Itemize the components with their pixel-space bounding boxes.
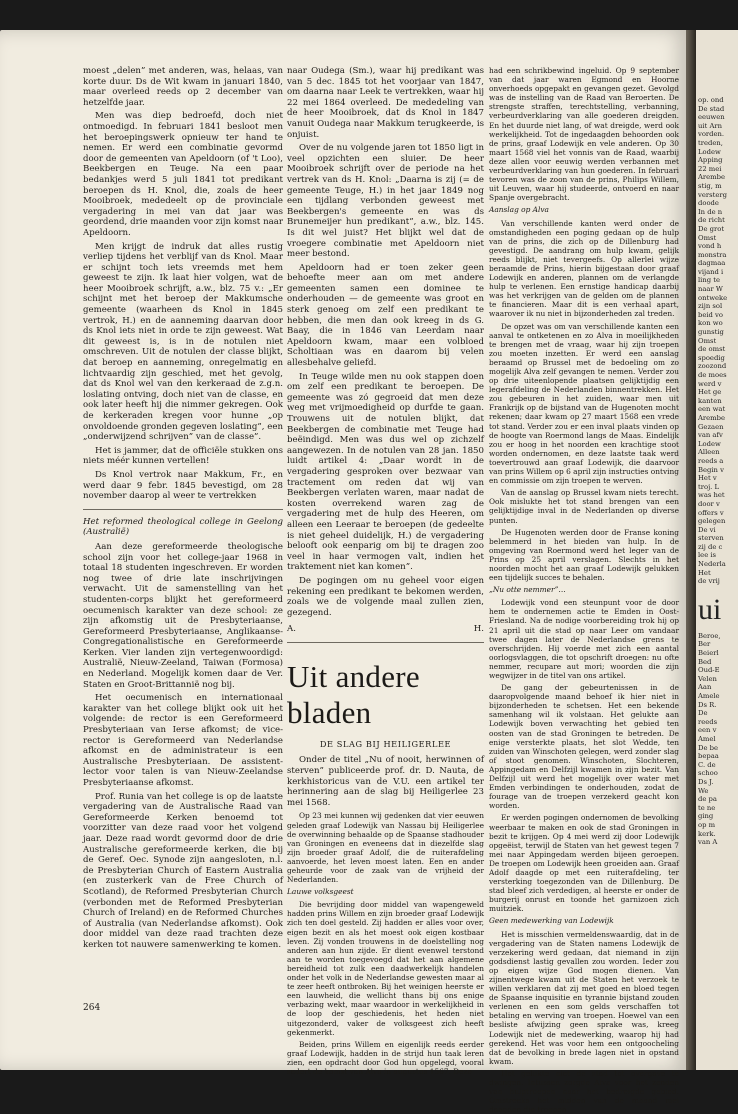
- right-page-fragment: ontweke: [698, 293, 728, 302]
- right-page-fragment: dagmaa: [698, 259, 726, 268]
- right-page-fragment: Ds J.: [698, 777, 714, 786]
- right-page-fragment: gelegen: [698, 517, 726, 526]
- right-page-fragment: C. de: [698, 760, 716, 769]
- right-page-fragment: zijn sol: [698, 302, 723, 311]
- right-page-fragment: kon wo: [698, 319, 723, 328]
- right-page-fragment: De be: [698, 743, 719, 752]
- paragraph: Het is jammer, dat de officiële stukken ons niets méér kunnen vertellen!: [83, 445, 283, 467]
- article-divider: [83, 509, 283, 510]
- right-page-fragment: een v: [698, 726, 717, 735]
- article-subtitle: DE SLAG BIJ HEILIGERLEE: [319, 738, 452, 749]
- right-page-fragment: Bed: [698, 657, 712, 666]
- right-page-fragment: kanten: [698, 396, 722, 405]
- right-page-fragment: Ds R.: [698, 700, 717, 709]
- paragraph: Men was diep bedroefd, doch niet ontmoedigd. In februari 1841 besloot men het beroepingswerk opnieuw ter hand te nemen. Er werd een combinatie gevormd door de gemeenten van Apeldoorn (of 't Loo), Beekbergen en Teuge. Na een paar bedankjes werd 5 juli 1841 tot predikant beroepen ds H. Knol, die, zoals de heer Mooibroek, mededeelt op de provinciale vergadering in mei van dat jaar was geordend, drie maanden voor zijn komst naar Apeldoorn.: [83, 111, 283, 238]
- right-page-fragment: doode: [698, 199, 719, 208]
- right-page-fragment: versterg: [698, 190, 727, 199]
- right-page-fragment: van afv: [698, 431, 723, 440]
- right-page-fragment: De: [698, 709, 708, 718]
- paragraph: Er werden pogingen ondernomen de bevolking weerbaar te maken en ook de stad Groningen in bezit te krijgen. Op 4 mei werd zij door Lodewijk opgeëist, terwijl de Staten van het gewest tegen 7 mei naar Appingedam werden bijeen geroepen. De troepen om Lodewijk heen groeiden aan. Graaf Adolf daagde op met een ruiterafdeling, ter versterking toegezonden van de Dillenburg. De stad bleef zich verdedigen, al heerste er onder de burgerij onrust en toonde het garnizoen zich muitziek.: [489, 813, 679, 914]
- right-page-fragment: In de n: [698, 207, 723, 216]
- right-page-fragment: offers v: [698, 508, 724, 517]
- right-page-fragment: Arembe: [698, 173, 725, 182]
- paragraph: Lodewijk vond een steunpunt voor de door hem te ondernemen actie te Emden in Oost-Friesland. Na de nodige voorbereiding trok hij op 21 april uit die stad op naar Leer om vandaar twee dagen later de Nederlandse grens te overschrijden. Hij voerde met zich een aantal oorlogsvlaggen, die tot opschrift droegen: nu ofte nemmer, recupare aut mori; woorden die zijn wegwijzer in de titel van ons artikel.: [489, 598, 679, 680]
- signature-line: [287, 624, 484, 635]
- paragraph: De Hugenoten werden door de Franse koning belemmerd in het bieden van hulp. In de omgeving van Roermond werd het leger van de Prins op 25 april verslagen. Slechts in het noorden mocht het aan graaf Lodewijk gelukken een tijdelijk succes te behalen.: [489, 527, 679, 583]
- right-page-fragment: reeds a: [698, 456, 724, 465]
- intro-paragraph: Onder de titel „Nu of nooit, herwinnen of sterven” publiceerde prof. dr. D. Nauta, de kerkhistoricus van de V.U. een artikel ter herinnering aan de slag bij Heiligerlee 23 mei 1568.: [287, 755, 484, 808]
- column-1: [83, 66, 283, 990]
- right-page-fragment: uit Arn: [698, 121, 722, 130]
- right-page-fragment: sterven: [698, 534, 724, 543]
- right-page-fragment: op m: [698, 820, 716, 829]
- right-page-fragment: de omst: [698, 345, 726, 354]
- right-page-fragment: te ne: [698, 803, 716, 812]
- paragraph: In Teuge wilde men nu ook stappen doen om zelf een predikant te beroepen. De gemeente was zó gegroeid dat men deze weg met vrijmoedigheid op durfde te gaan. Trouwens uit de notulen blijkt, dat Beekbergen de combinatie met Teuge had beëindigd. Men was dus wel op zichzelf aangewezen. In de notulen van 28 jan. 1850 luidt artikel 4: „Daar wordt in de vergadering gesproken over bezwaar van tractement om reden dat wij van Beekbergen verlaten waren, maar nadat de kosten overrekend waren zag de vergadering met de hulp des Heeren, om alleen een Leeraar te beroepen (de gedeelte is niet geheel duidelijk, H.) de vergadering belooft ook eenparig om bij te dragen zoo veel in haar vermogen valt, indien het traktement niet kan komen”.: [287, 371, 484, 573]
- right-page-fragment: vond h: [698, 242, 722, 251]
- right-page-fragment: Lodew: [698, 439, 721, 448]
- subheading: Lauwe volksgeest: [287, 887, 354, 897]
- page-number: 264: [83, 1003, 101, 1013]
- right-page-fragment: De grot: [698, 224, 725, 233]
- book-gutter: [686, 30, 696, 1070]
- paragraph: Van de aanslag op Brussel kwam niets terecht. Ook mislukte het tot stand brengen van een gelijktijdige inval in de Nederlanden op diverse punten.: [489, 488, 679, 525]
- signature-right: H.: [473, 624, 484, 635]
- right-page-fragment: werd v: [698, 379, 722, 388]
- paragraph: De pogingen om nu geheel voor eigen rekening een predikant te bekomen werden, zoals we de volgende maal zullen zien, gezegend.: [287, 575, 484, 618]
- right-page-fragment: De stad: [698, 104, 725, 113]
- right-page-fragment: troj. L: [698, 482, 720, 491]
- paragraph: had een schrikbewind ingeluid. Op 9 september van dat jaar waren Egmond en Hoorne onverhoeds opgepakt en gevangen gezet. Gevolgd was de instelling van de Raad van Beroerten. De strengste straffen, terechtstelling, verbanning, verbeurdverklaring van alle goederen dreigden. En het duurde niet lang, of wat dreigde, werd ook werkelijkheid. Tot de ingedaagden behoorden ook de prins, graaf Lodewijk en vele anderen. Op 30 maart 1568 viel het vonnis van de Raad, waarbij deze allen voor eeuwig werden verbannen met verbeurdverklaring van hun goederen. In februari tevoren was de zoon van de prins, Philips Willem, uit Leuven, waar hij studeerde, ontvoerd en naar Spanje overgebracht.: [489, 66, 679, 203]
- right-page-fragment: Het: [698, 568, 711, 577]
- paragraph: Prof. Runia van het college is op de laatste vergadering van de Australische Raad van Gereformeerde Kerken benoemd tot voorzitter van deze raad voor het volgend jaar. Deze raad wordt gevormd door de drie Australische gereformeerde kerken, die bij de Geref. Oec. Synode zijn aangesloten, n.l. de Presbyterian Church of Eastern Australia (en zusterkerk van de Free Church of Scotland), de Reformed Presbyterian Church (verbonden met de Reformed Presbyterian Church of Ireland) en de Reformed Churches of Australia (van Nederlandse afkomst). Ook door middel van deze raad trachten deze kerken tot nauwere samenwerking te komen.: [83, 791, 283, 950]
- right-page-fragment: Velen: [698, 674, 717, 683]
- right-page-text-fragments: [698, 96, 738, 847]
- right-page-fragment: 22 mei: [698, 164, 722, 173]
- right-page-fragment: kerk.: [698, 829, 716, 838]
- right-page-fragment: Nederla: [698, 560, 726, 569]
- right-page-fragment: Amele: [698, 692, 720, 700]
- right-page-fragment: de pa: [698, 795, 717, 804]
- right-page-fragment: lee is: [698, 551, 717, 560]
- right-page-fragment: zoozond: [698, 362, 727, 371]
- right-page-fragment: ging: [698, 812, 714, 821]
- right-page-fragment: ling te: [698, 276, 720, 285]
- right-page-fragment: naar W: [698, 285, 723, 294]
- right-page-edge: [696, 30, 738, 1070]
- right-page-fragment: eeuwen: [698, 113, 725, 122]
- right-page-fragment: spoedig: [698, 353, 725, 362]
- right-page-fragment: monstra: [698, 250, 727, 259]
- right-page-fragment: zij de c: [698, 542, 723, 551]
- right-page-fragment: Begin v: [698, 465, 724, 474]
- right-page-fragment: gunstig: [698, 328, 724, 337]
- right-page-fragment: door v: [698, 499, 720, 508]
- paragraph: Men krijgt de indruk dat alles rustig verliep tijdens het verblijf van ds Knol. Maar er schijnt toch iets vreemds met hem geweest te zijn. Ik laat hier volgen, wat de heer Mooibroek schrijft, a.w., blz. 75 v.: „Er schijnt met het beroep der Makkumsche gemeente (waarheen ds Knol in 1845 vertrok, H.) en de aanneming daarvan door ds Knol iets niet in orde te zijn geweest. Wat dit geweest is, is in de notulen niet omschreven. Uit de notulen der classe blijkt, dat beroep en aanneming, onregelmatig en lichtvaardig zijn geschied, met het gevolg, dat ds Knol wel van den kerkeraad de z.g.n. loslating ontving, doch niet van de classe, en ook later heeft hij die nimmer gekregen. Ook de kerkeraden kregen voor hunne „op onvoldoende gronden gegeven loslating”, een „onderwijzend schrijven” van de classe”.: [83, 241, 283, 443]
- paragraph: naar Oudega (Sm.), waar hij predikant was van 5 dec. 1845 tot het voorjaar van 1847, om daarna naar Leek te vertrekken, waar hij 22 mei 1864 overleed. De mededeling van de heer Mooibroek, dat ds Knol in 1847 vanuit Oudega naar Makkum terugkeerde, is onjuist.: [287, 66, 484, 140]
- paragraph: Op 23 mei kunnen wij gedenken dat vier eeuwen geleden graaf Lodewijk van Nassau bij Heiligerlee de overwinning behaalde op de Spaanse stadhouder van Groningen en eveneens dat in diezelfde slag zijn broeder graaf Adolf, die de ruiterafdeling aanvoerde, het leven moest laten. Een en ander geheurde voor de zaak van de vrijheid der Nederlanden.: [287, 811, 484, 885]
- subheading: „Nu otte nemmer”…: [489, 585, 566, 595]
- right-page-fragment: Omst: [698, 336, 717, 345]
- right-page-fragment: Het ge: [698, 388, 722, 397]
- paragraph: Die bevrijding door middel van wapengeweld hadden prins Willem en zijn broeder graaf Lodewijk zich ten doel gesteld. Zij hadden er alles voor over, eigen bezit en als het moest ook eigen kostbaar leven. Zij vonden trouwens in de doelstelling nog anderen aan hun zijde. Er dient evenwel terstond aan te worden toegevoegd dat het aan algemene bereidheid tot zulk een daadwerkelijk handelen onder het volk in de Nederlandse gewesten maar al te zeer heeft ontbroken. Bij het weinigen heerste er een lauwheid, die wellicht thans bij ons enige verbazing wekt, maar waardoor in werkelijkheid in de loop der geschiedenis, het heden niet uitgezonderd, vaker de volksgeest zich heeft gekenmerkt.: [287, 900, 484, 1037]
- subheading: Aanslag op Alva: [489, 205, 549, 215]
- paragraph: Het is misschien vermeldenswaardig, dat in de vergadering van de Staten namens Lodewijk de verzekering werd gedaan, dat niemand in zijn godsdienst lastig gevallen zou worden. Ieder zou op eigen wijze God mogen dienen. Van zijnentwege kwam uit de Staten het verzoek te willen verklaren dat zij met goed en bloed tegen de Spaanse inquisitie en tyrannie bijstand zouden verlenen en een som gelds verschaffen tot betaling en werving van troepen. Hoewel van een besliste afwijzing geen sprake was, kreeg Lodewijk niet de medewerking, waarop hij had gerekend. Het was voor hem een ontgoocheling dat de bevolking in brede lagen niet in opstand kwam.: [489, 929, 679, 1066]
- right-page-fragment: bepaa: [698, 752, 719, 761]
- right-page-fragment: reeds: [698, 717, 718, 726]
- section-divider: [287, 642, 484, 643]
- paragraph: Beiden, prins Willem en eigenlijk reeds eerder graaf Lodewijk, hadden in de strijd hun taak leren zien, een opdracht door God hun opgelegd, vooral sedert de komst van Alva in augustus 1567. Deze: [287, 1039, 484, 1076]
- right-page-fragment: een wat: [698, 405, 726, 414]
- right-page-fragment: van A: [698, 838, 718, 847]
- right-page-fragment: We: [698, 786, 709, 795]
- right-page-fragment: Omst: [698, 233, 717, 242]
- column-3: [489, 66, 679, 1114]
- right-page-fragment: op. ond: [698, 96, 724, 104]
- paragraph: Aan deze gereformeerde theologische school zijn voor het college-jaar 1968 in totaal 18 studenten ingeschreven. Er worden nog twee of drie late inschrijvingen verwacht. Uit de samenstelling van het studenten-corps blijkt het gereformeerd oecumenisch karakter van deze school: ze zijn afkomstig uit de Presbyteriaanse, Gereformeerd Presbyteriaanse, Anglikaanse-Congregationalistische en Gereformeerde Kerken. Vier landen zijn vertegenwoordigd: Australië, Nieuw-Zeeland, Taiwan (Formosa) en Nederland. Mogelijk komen daar de Ver. Staten en Groot-Brittannië nog bij.: [83, 541, 283, 690]
- paragraph: Ds Knol vertrok naar Makkum, Fr., en werd daar 9 febr. 1845 bevestigd, om 28 november daarop al weer te vertrekken: [83, 469, 283, 502]
- paragraph: Apeldoorn had er toen zeker geen behoefte meer aan om met andere gemeenten samen een dominee te onderhouden — de gemeente was groot en sterk genoeg om zelf een predikant te hebben, die men dan ook kreeg in ds G. Baay, die in 1846 van Leerdam naar Apeldoorn kwam, maar een volbloed Scholtiaan was en daarom bij velen allesbehalve geliefd.: [287, 262, 484, 369]
- section-title: Uit andere bladen: [287, 658, 420, 730]
- right-page-fragment: Oud-E: [698, 666, 720, 675]
- right-page-fragment: Het v: [698, 474, 717, 483]
- right-page-fragment: Aan: [698, 683, 712, 692]
- right-page-fragment: De vi: [698, 525, 716, 534]
- column-2: [287, 66, 484, 1079]
- right-page-fragment: beid vo: [698, 310, 723, 319]
- right-page-fragment: Alleen: [698, 448, 720, 457]
- paragraph: Het gelukte niet de stad tot overgave te dwingen. Intussen zorgde Alva voor het zenden van hulptroepen naar het bedreigde gebied. Omstreeks het midden van de maand mei daagden die troepen: [489, 1068, 679, 1114]
- article-title: Het reformed theological college in Geelong (Australië): [83, 516, 283, 538]
- right-page-fragment: Beroe,: [698, 631, 721, 640]
- paragraph: De gang der gebeurtenissen in de daaropvolgende maand behoef ik hier niet in bijzonderheden te schetsen. Het een bekende samenhang wil ik volstaan. Het gelukte aan Lodewijk boven verwachting het gebied ten oosten van de stad Groningen te betreden. De enige versterkte plaats, het slot Wedde, ten zuiden van Winschoten gelegen, werd zonder slag of stoot genomen. Winschoten, Slochteren, Appingedam en Delfzijl kwamen in zijn bezit. Van Delfzijl uit werd het mogelijk over water met Emden verbindingen te onderhouden, zodat de fourage van de troepen verzekerd geacht kon worden.: [489, 683, 679, 811]
- right-page-fragment: stig, m: [698, 181, 722, 190]
- right-page-fragment: Beierl: [698, 649, 719, 658]
- right-page-fragment: Gezaen: [698, 422, 724, 431]
- right-page-fragment: Apping: [698, 156, 723, 165]
- right-page-fragment: Arembe: [698, 413, 725, 422]
- right-page-fragment: vijand i: [698, 267, 724, 276]
- paragraph: Over de nu volgende jaren tot 1850 ligt in veel opzichten een sluier. De heer Mooibroek schrijft over de periode na het vertrek van ds H. Knol: „Daarna is zij (= de gemeente Teuge, H.) in het jaar 1849 nog een tijdlang verbonden geweest met Beekbergen's gemeente en was ds Brunemeijer hun predikant”, a.w., blz. 145. Is dit wel juist? Het blijkt wel dat de vroegere combinatie met Apeldoorn niet meer bestond.: [287, 143, 484, 260]
- right-page-fragment: de richt: [698, 216, 725, 225]
- paragraph: Van verschillende kanten werd onder de omstandigheden een poging gedaan op de hulp van de prins, die zich op de Dillenburg had gevestigd. De aandrang om hulp kwam, gelijk reeds blijkt, niet tevergeefs. Op allerlei wijze beraamde de Prins, hierin bijgestaan door graaf Lodewijk en anderen, plannen om de verlangde hulp te verlenen. Een ernstige handicap daarbij was het verkrijgen van de gelden om de plannen te financieren. Maar dit is een verhaal apart, waarover ik nu niet in bijzonderheden zal treden.: [489, 218, 679, 319]
- right-page-fragment: Ber: [698, 640, 711, 649]
- right-page-fragment: de moes: [698, 371, 727, 379]
- right-page-fragment: Lodew: [698, 147, 721, 156]
- paragraph: De opzet was om van verschillende kanten een aanval te ontketenen en zo Alva in moeilijkheden te brengen met de vraag, waar hij zijn troepen zou moeten inzetten. Er werd een aanslag beraamd op Brussel met de bedoeling om zo mogelijk Alva zelf gevangen te nemen. Verder zou op drie uiteenlopende plaatsen gelijktijdig een legerafdeling de Nederlanden binnentrekken. Het zou gebeuren in het zuiden, waar men uit Frankrijk op de bijstand van de Hugenoten mocht rekenen; daar kwam op 27 maart 1568 een vrede tot stand. Verder zou er een inval plaats vinden op de hoogte van Roermond langs de Maas. Eindelijk zou er hoog in het noorden een krachtige stoot worden ondernomen, en deze laatste taak werd toevertrouwd aan graaf Lodewijk, die daarvoor van prins Willem op 6 april zijn instructies ontving en commissie om zijn troepen te werven.: [489, 321, 679, 486]
- subheading: Geen medewerking van Lodewijk: [489, 916, 614, 926]
- right-page-fragment: Amel: [698, 734, 716, 743]
- right-page-fragment: vorden.: [698, 130, 725, 139]
- right-page-fragment: de vrij: [698, 577, 720, 586]
- paragraph: Het oecumenisch en internationaal karakter van het college blijkt ook uit het volgende: de rector is een Gereformeerd Presbyteriaan van Ierse afkomst; de vice-rector is Gereformeerd van Nederlandse afkomst en de administrateur is een Australische Presbyteriaan. De assistent-lector voor talen is van Nieuw-Zeelandse Presbyteriaanse afkomst.: [83, 693, 283, 788]
- signature-left: A.: [287, 624, 296, 635]
- right-page-fragment: was het: [698, 491, 725, 500]
- right-page-fragment: ui: [698, 592, 722, 626]
- right-page-fragment: schoo: [698, 769, 718, 778]
- paragraph: moest „delen” met anderen, was, helaas, van korte duur. Ds de Wit kwam in januari 1840, maar overleed reeds op 2 december van hetzelfde jaar.: [83, 66, 283, 108]
- right-page-fragment: treden,: [698, 138, 723, 147]
